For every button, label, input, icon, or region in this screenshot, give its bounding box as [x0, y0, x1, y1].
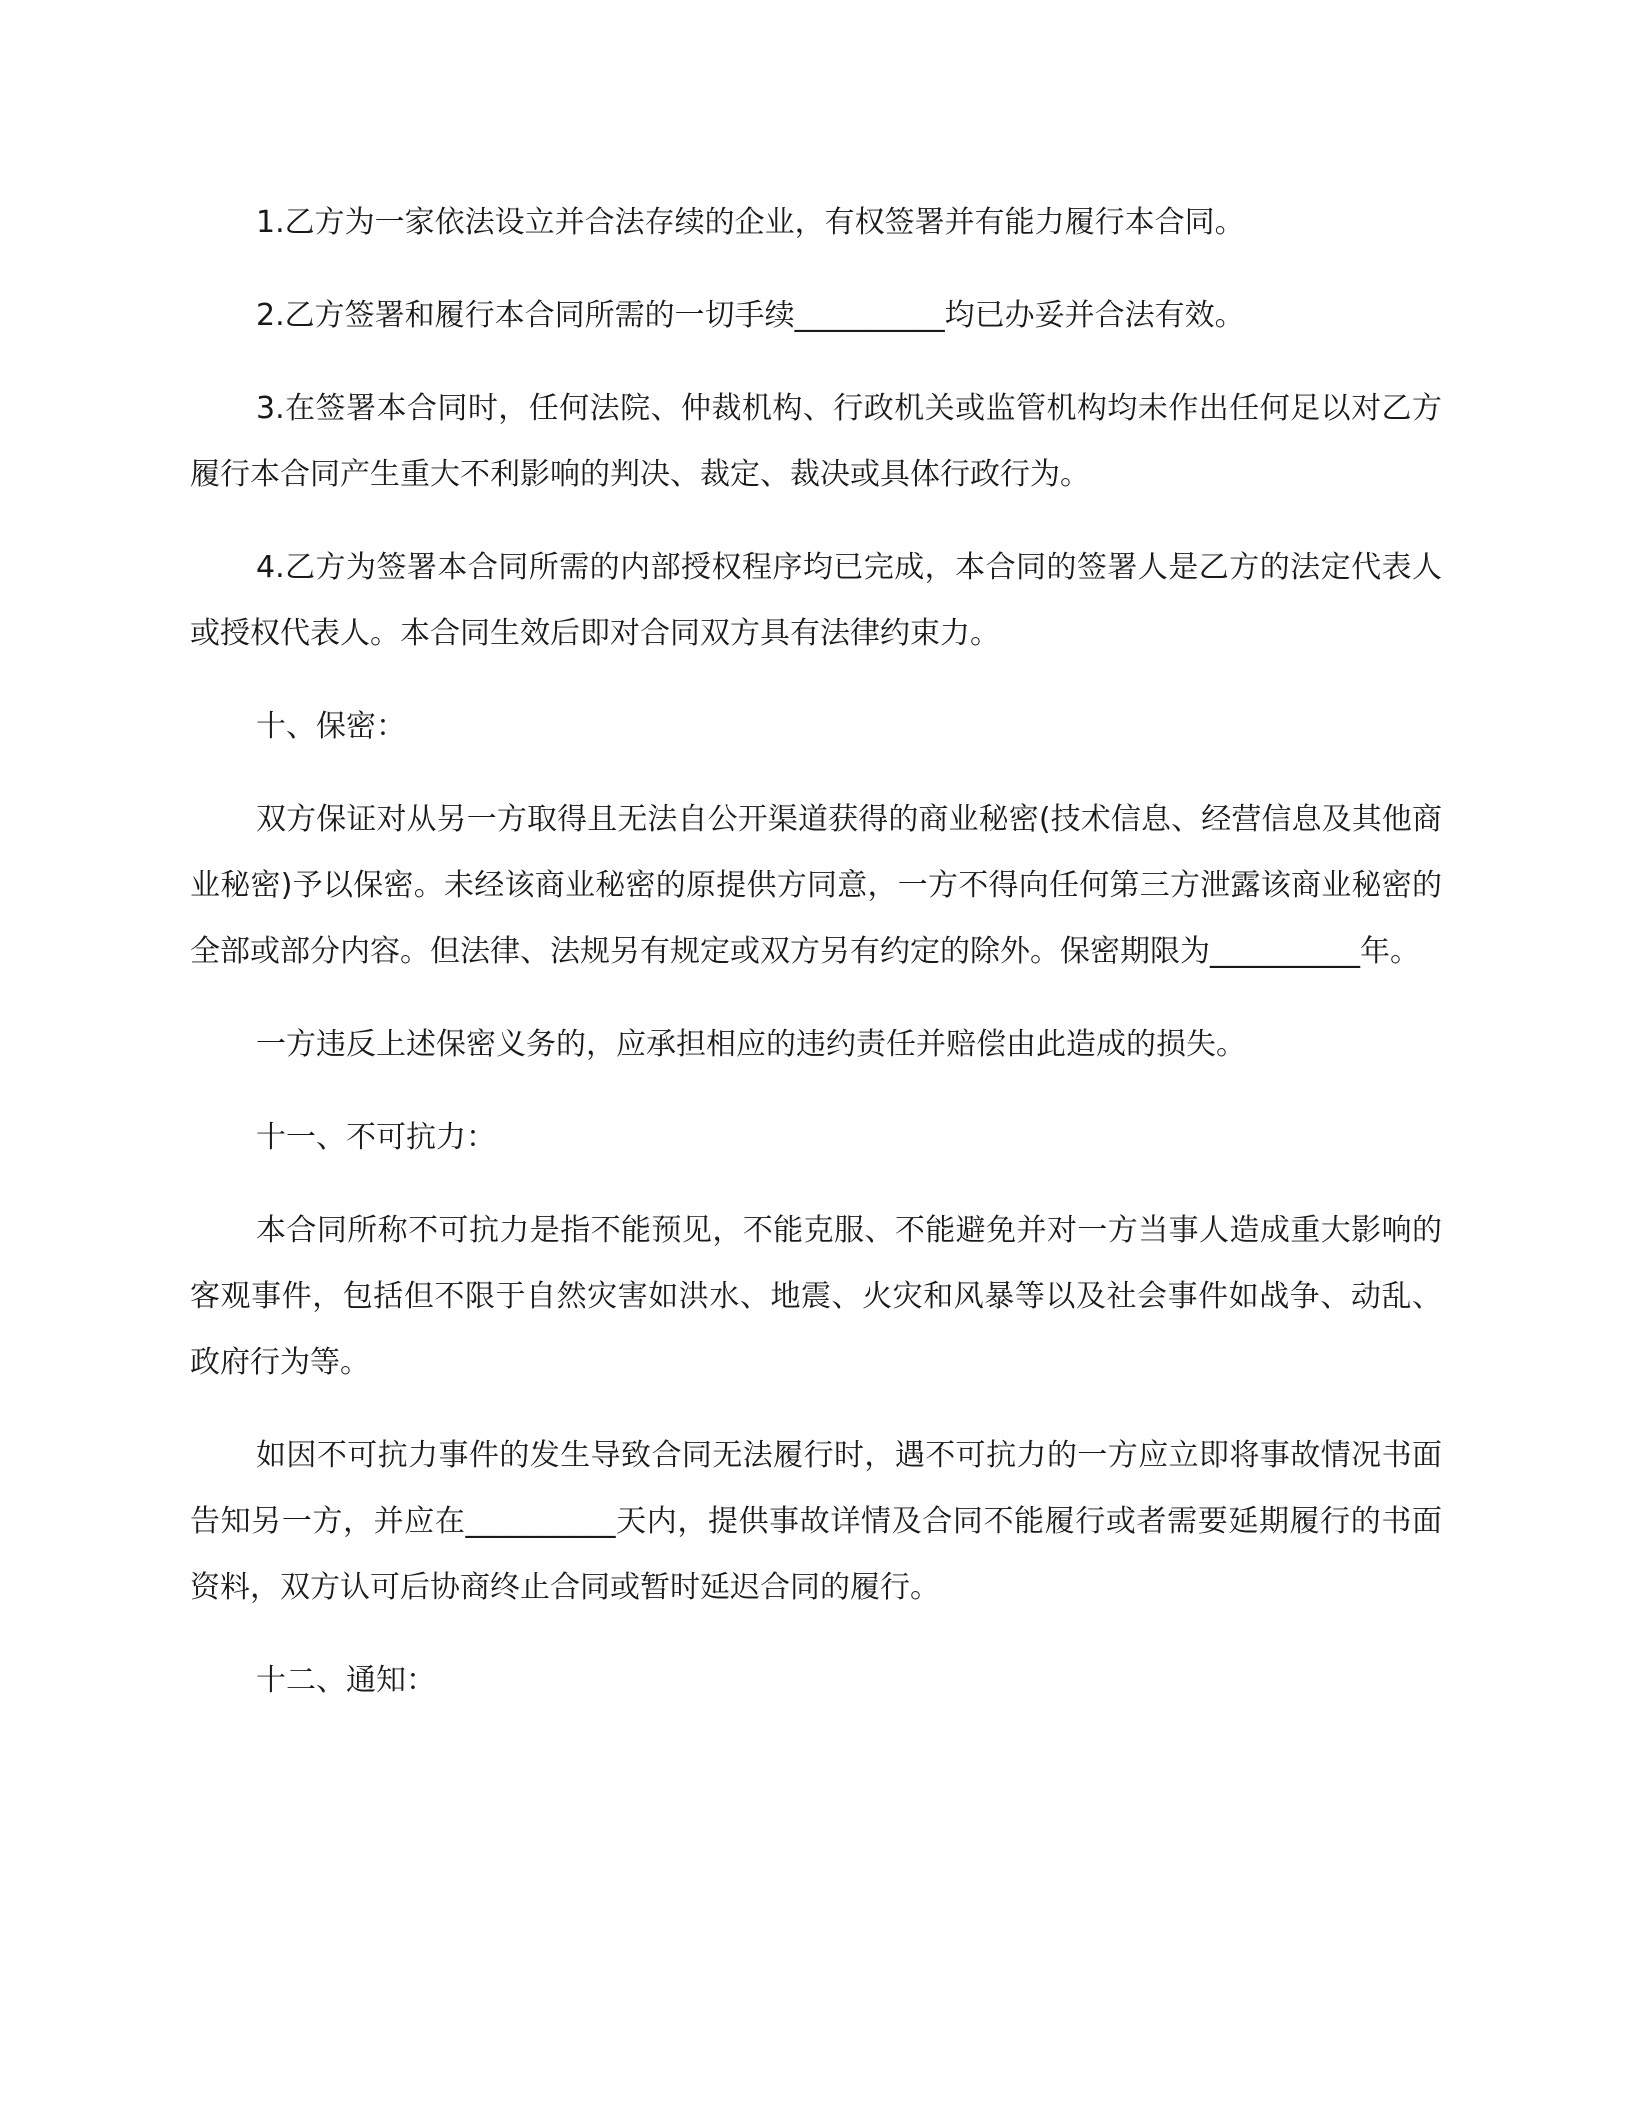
section-heading-notice: 十二、通知：	[256, 1663, 436, 1698]
confidentiality-text: 双方保证对从另一方取得且无法自公开渠道获得的商业秘密(技术信息、经营信息及其他商业秘密)予以保密。未经该商业秘密的原提供方同意，一方不得向任何第三方泄露该商业秘密的全部或部分内容。但法律、法规另有规定或双方另有约定的除外。保密期限为__________年。	[190, 802, 1442, 969]
section-heading-confidentiality: 十、保密：	[256, 709, 406, 744]
clause-2-text: 2.乙方签署和履行本合同所需的一切手续__________均已办妥并合法有效。	[256, 298, 1245, 333]
clause-4-text: 4.乙方为签署本合同所需的内部授权程序均已完成，本合同的签署人是乙方的法定代表人或授权代表人。本合同生效后即对合同双方具有法律约束力。	[190, 550, 1442, 651]
clause-3-text: 3.在签署本合同时，任何法院、仲裁机构、行政机关或监管机构均未作出任何足以对乙方履行本合同产生重大不利影响的判决、裁定、裁决或具体行政行为。	[190, 391, 1442, 492]
force-majeure-procedure-text: 如因不可抗力事件的发生导致合同无法履行时，遇不可抗力的一方应立即将事故情况书面告知另一方，并应在__________天内，提供事故详情及合同不能履行或者需要延期履行的书面资料，双方认可后协商终止合同或暂时延迟合同的履行。	[190, 1438, 1442, 1605]
section-heading-force-majeure: 十一、不可抗力：	[256, 1120, 496, 1155]
document-page	[190, 190, 1442, 1741]
clause-1-text: 1.乙方为一家依法设立并合法存续的企业，有权签署并有能力履行本合同。	[256, 205, 1245, 240]
force-majeure-definition-text: 本合同所称不可抗力是指不能预见，不能克服、不能避免并对一方当事人造成重大影响的客观事件，包括但不限于自然灾害如洪水、地震、火灾和风暴等以及社会事件如战争、动乱、政府行为等。	[190, 1213, 1442, 1380]
confidentiality-breach-text: 一方违反上述保密义务的，应承担相应的违约责任并赔偿由此造成的损失。	[256, 1027, 1246, 1062]
